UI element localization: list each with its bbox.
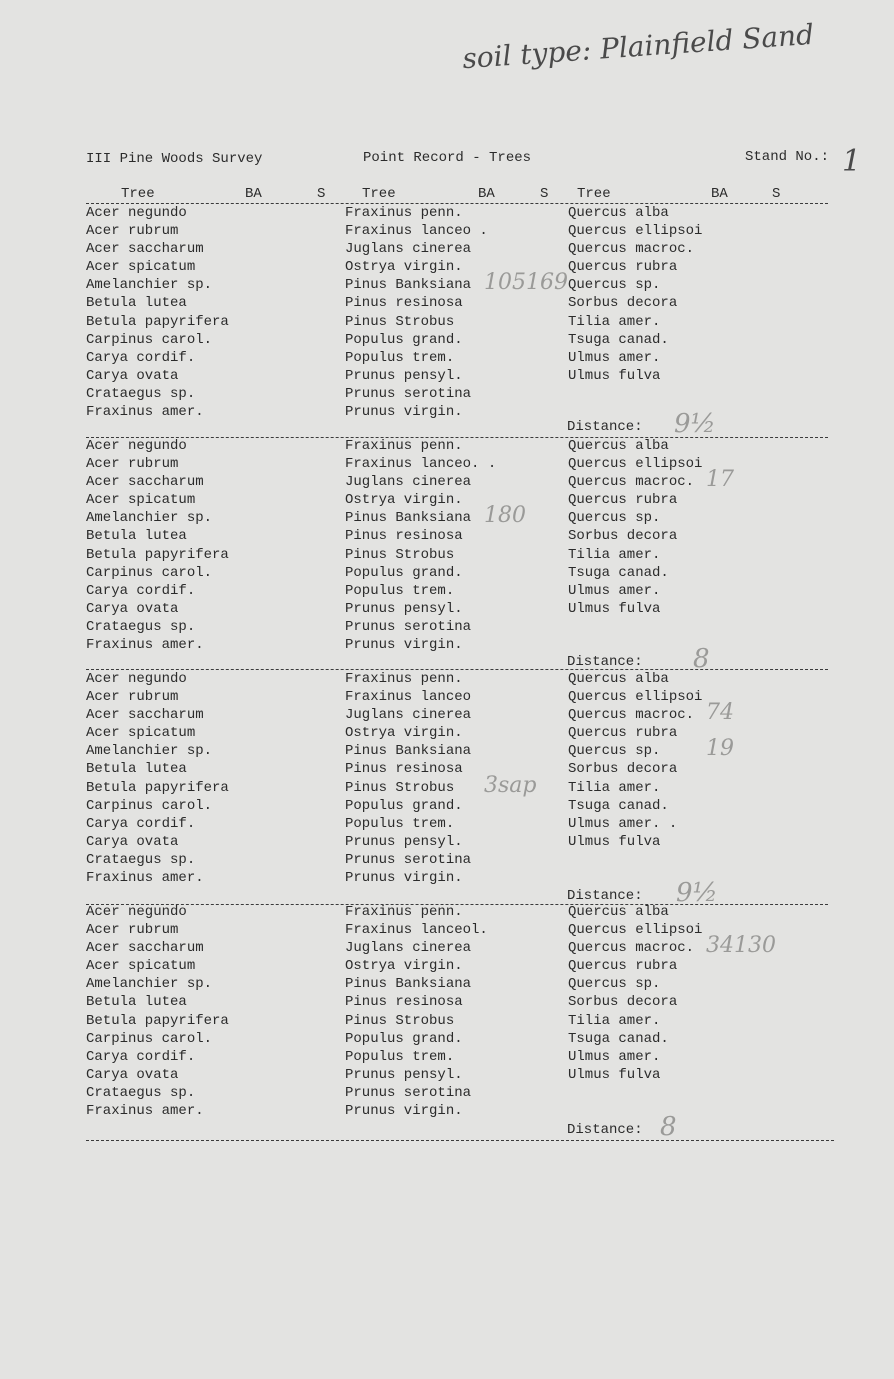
species-entry: Carpinus carol.: [86, 331, 213, 348]
soil-type-note: soil type: Plainfield Sand: [461, 17, 816, 76]
species-entry: Pinus Banksiana: [345, 510, 472, 527]
section-3-species-column-3: [568, 670, 702, 851]
handwritten-ba-note: 17: [706, 467, 734, 493]
species-entry: Acer saccharum: [86, 707, 204, 724]
species-entry: Carya cordif.: [86, 1048, 196, 1065]
species-entry: Quercus macroc.: [568, 940, 695, 957]
species-entry: Sorbus decora: [568, 994, 678, 1011]
species-entry: Prunus pensyl.: [345, 1066, 463, 1083]
species-entry: Carya ovata: [86, 600, 179, 617]
species-entry: Fraxinus lanceo .: [345, 223, 488, 240]
col-header-ba-3: BA: [711, 186, 728, 202]
species-entry: Amelanchier sp.: [86, 743, 213, 760]
section-divider: [86, 1140, 834, 1141]
species-entry: Fraxinus lanceol.: [345, 922, 488, 939]
species-entry: Quercus alba: [568, 671, 669, 687]
species-entry: Betula papyrifera: [86, 1012, 229, 1029]
species-entry: Fraxinus lanceo: [345, 689, 472, 706]
species-entry: Pinus resinosa: [345, 761, 463, 778]
handwritten-ba-note: 3sap: [484, 772, 537, 798]
section-2-species-column-1: [86, 437, 229, 654]
species-entry: Ulmus amer.: [568, 582, 661, 599]
species-entry: Quercus sp.: [568, 277, 661, 294]
species-entry: Tsuga canad.: [568, 797, 669, 814]
species-entry: Fraxinus amer.: [86, 1103, 204, 1120]
species-entry: Prunus pensyl.: [345, 600, 463, 617]
species-entry: Ulmus fulva: [568, 1066, 661, 1083]
species-entry: Prunus pensyl.: [345, 833, 463, 850]
species-entry: Pinus resinosa: [345, 528, 463, 545]
species-entry: Prunus pensyl.: [345, 367, 463, 384]
species-entry: Quercus sp.: [568, 976, 661, 993]
species-entry: Pinus Strobus: [345, 779, 455, 796]
species-entry: Acer negundo: [86, 671, 187, 687]
species-entry: Acer rubrum: [86, 223, 179, 240]
species-entry: Tilia amer.: [568, 313, 661, 330]
species-entry: Ulmus fulva: [568, 367, 661, 384]
species-entry: Acer saccharum: [86, 474, 204, 491]
species-entry: Pinus resinosa: [345, 295, 463, 312]
species-entry: Populus grand.: [345, 564, 463, 581]
handwritten-ba-note: 19: [706, 736, 734, 762]
species-entry: Fraxinus lanceo. .: [345, 456, 497, 473]
species-entry: Juglans cinerea: [345, 474, 472, 491]
species-entry: Populus grand.: [345, 797, 463, 814]
species-entry: Crataegus sp.: [86, 851, 196, 868]
species-entry: Tsuga canad.: [568, 1030, 669, 1047]
col-header-tree-3: Tree: [577, 186, 611, 202]
species-entry: Ostrya virgin.: [345, 492, 463, 509]
species-entry: Acer spicatum: [86, 725, 196, 742]
species-entry: Fraxinus amer.: [86, 870, 204, 887]
species-entry: Quercus sp.: [568, 743, 661, 760]
handwritten-ba-note: 34130: [706, 933, 776, 959]
species-entry: Tsuga canad.: [568, 331, 669, 348]
species-entry: Amelanchier sp.: [86, 976, 213, 993]
species-entry: Acer saccharum: [86, 241, 204, 258]
species-entry: Populus grand.: [345, 1030, 463, 1047]
species-entry: Acer saccharum: [86, 940, 204, 957]
species-entry: Carya ovata: [86, 833, 179, 850]
species-entry: Betula papyrifera: [86, 313, 229, 330]
species-entry: Ulmus amer.: [568, 349, 661, 366]
species-entry: Quercus macroc.: [568, 707, 695, 724]
col-header-tree-1: Tree: [121, 186, 155, 202]
species-entry: Betula lutea: [86, 528, 187, 545]
species-entry: Crataegus sp.: [86, 618, 196, 635]
species-entry: Carya cordif.: [86, 349, 196, 366]
distance-value: 9½: [676, 878, 718, 908]
section-1-species-column-1: [86, 204, 229, 421]
species-entry: Quercus rubra: [568, 492, 678, 509]
species-entry: Crataegus sp.: [86, 385, 196, 402]
species-entry: Pinus Banksiana: [345, 743, 472, 760]
species-entry: Tilia amer.: [568, 1012, 661, 1029]
distance-value: 8: [693, 644, 710, 674]
species-entry: Prunus serotina: [345, 851, 472, 868]
section-4-species-column-2: [345, 903, 488, 1120]
species-entry: Sorbus decora: [568, 295, 678, 312]
species-entry: Carya ovata: [86, 367, 179, 384]
species-entry: Quercus ellipsoi: [568, 456, 703, 473]
species-entry: Fraxinus amer.: [86, 404, 204, 421]
species-entry: Juglans cinerea: [345, 707, 472, 724]
species-entry: Prunus virgin.: [345, 1103, 463, 1120]
species-entry: Carpinus carol.: [86, 797, 213, 814]
section-4-species-column-3: [568, 903, 702, 1084]
species-entry: Populus grand.: [345, 331, 463, 348]
distance-value: 9½: [674, 409, 716, 439]
col-header-tree-2: Tree: [362, 186, 396, 202]
species-entry: Quercus macroc.: [568, 241, 695, 258]
col-header-s-2: S: [540, 186, 549, 202]
section-1-species-column-3: [568, 204, 702, 385]
species-entry: Ostrya virgin.: [345, 259, 463, 276]
section-3-species-column-1: [86, 670, 229, 887]
species-entry: Pinus Banksiana: [345, 277, 472, 294]
section-3-species-column-2: [345, 670, 471, 887]
distance-label: Distance:: [567, 654, 643, 670]
species-entry: Quercus rubra: [568, 958, 678, 975]
distance-label: Distance:: [567, 1122, 643, 1138]
species-entry: Prunus serotina: [345, 618, 472, 635]
species-entry: Ulmus fulva: [568, 600, 661, 617]
species-entry: Prunus virgin.: [345, 870, 463, 887]
col-header-s-1: S: [317, 186, 326, 202]
col-header-s-3: S: [772, 186, 781, 202]
section-4-species-column-1: [86, 903, 229, 1120]
species-entry: Quercus alba: [568, 438, 669, 454]
species-entry: Acer negundo: [86, 904, 187, 920]
species-entry: Betula papyrifera: [86, 779, 229, 796]
species-entry: Amelanchier sp.: [86, 510, 213, 527]
section-2-species-column-3: [568, 437, 702, 618]
species-entry: Ulmus amer.: [568, 1048, 661, 1065]
species-entry: Carpinus carol.: [86, 1030, 213, 1047]
species-entry: Carya cordif.: [86, 815, 196, 832]
species-entry: Juglans cinerea: [345, 241, 472, 258]
section-2-species-column-2: [345, 437, 496, 654]
species-entry: Quercus ellipsoi: [568, 689, 703, 706]
species-entry: Pinus Strobus: [345, 1012, 455, 1029]
species-entry: Carpinus carol.: [86, 564, 213, 581]
species-entry: Quercus rubra: [568, 725, 678, 742]
record-title: Point Record - Trees: [363, 150, 532, 166]
species-entry: Pinus resinosa: [345, 994, 463, 1011]
species-entry: Fraxinus penn.: [345, 438, 463, 454]
species-entry: Populus trem.: [345, 815, 455, 832]
species-entry: Betula papyrifera: [86, 546, 229, 563]
species-entry: Acer negundo: [86, 438, 187, 454]
stand-number: 1: [842, 144, 862, 179]
species-entry: Quercus rubra: [568, 259, 678, 276]
species-entry: Prunus virgin.: [345, 637, 463, 654]
species-entry: Pinus Strobus: [345, 546, 455, 563]
col-header-ba-1: BA: [245, 186, 262, 202]
distance-label: Distance:: [567, 888, 643, 904]
species-entry: Sorbus decora: [568, 761, 678, 778]
species-entry: Sorbus decora: [568, 528, 678, 545]
species-entry: Prunus serotina: [345, 385, 472, 402]
stand-label: Stand No.:: [745, 149, 830, 165]
species-entry: Quercus ellipsoi: [568, 922, 703, 939]
species-entry: Populus trem.: [345, 349, 455, 366]
species-entry: Betula lutea: [86, 994, 187, 1011]
species-entry: Acer spicatum: [86, 259, 196, 276]
species-entry: Tilia amer.: [568, 546, 661, 563]
species-entry: Populus trem.: [345, 582, 455, 599]
handwritten-ba-note: 105169: [484, 270, 568, 296]
species-entry: Fraxinus amer.: [86, 637, 204, 654]
species-entry: Prunus serotina: [345, 1084, 472, 1101]
distance-label: Distance:: [567, 419, 643, 435]
species-entry: Carya cordif.: [86, 582, 196, 599]
species-entry: Pinus Strobus: [345, 313, 455, 330]
handwritten-ba-note: 74: [706, 700, 734, 726]
species-entry: Fraxinus penn.: [345, 205, 463, 221]
species-entry: Quercus macroc.: [568, 474, 695, 491]
species-entry: Acer rubrum: [86, 456, 179, 473]
species-entry: Betula lutea: [86, 761, 187, 778]
species-entry: Ostrya virgin.: [345, 958, 463, 975]
species-entry: Quercus alba: [568, 904, 669, 920]
species-entry: Tilia amer.: [568, 779, 661, 796]
species-entry: Fraxinus penn.: [345, 904, 463, 920]
species-entry: Acer rubrum: [86, 689, 179, 706]
species-entry: Quercus alba: [568, 205, 669, 221]
species-entry: Pinus Banksiana: [345, 976, 472, 993]
survey-title: III Pine Woods Survey: [86, 151, 263, 167]
species-entry: Quercus ellipsoi: [568, 223, 703, 240]
species-entry: Ulmus amer. .: [568, 815, 678, 832]
species-entry: Ostrya virgin.: [345, 725, 463, 742]
species-entry: Fraxinus penn.: [345, 671, 463, 687]
species-entry: Acer negundo: [86, 205, 187, 221]
species-entry: Acer spicatum: [86, 492, 196, 509]
species-entry: Crataegus sp.: [86, 1084, 196, 1101]
handwritten-ba-note: 180: [484, 503, 526, 529]
species-entry: Tsuga canad.: [568, 564, 669, 581]
species-entry: Amelanchier sp.: [86, 277, 213, 294]
species-entry: Carya ovata: [86, 1066, 179, 1083]
species-entry: Acer spicatum: [86, 958, 196, 975]
col-header-ba-2: BA: [478, 186, 495, 202]
species-entry: Prunus virgin.: [345, 404, 463, 421]
species-entry: Acer rubrum: [86, 922, 179, 939]
species-entry: Betula lutea: [86, 295, 187, 312]
species-entry: Ulmus fulva: [568, 833, 661, 850]
section-1-species-column-2: [345, 204, 488, 421]
species-entry: Juglans cinerea: [345, 940, 472, 957]
distance-value: 8: [660, 1112, 677, 1142]
species-entry: Quercus sp.: [568, 510, 661, 527]
species-entry: Populus trem.: [345, 1048, 455, 1065]
